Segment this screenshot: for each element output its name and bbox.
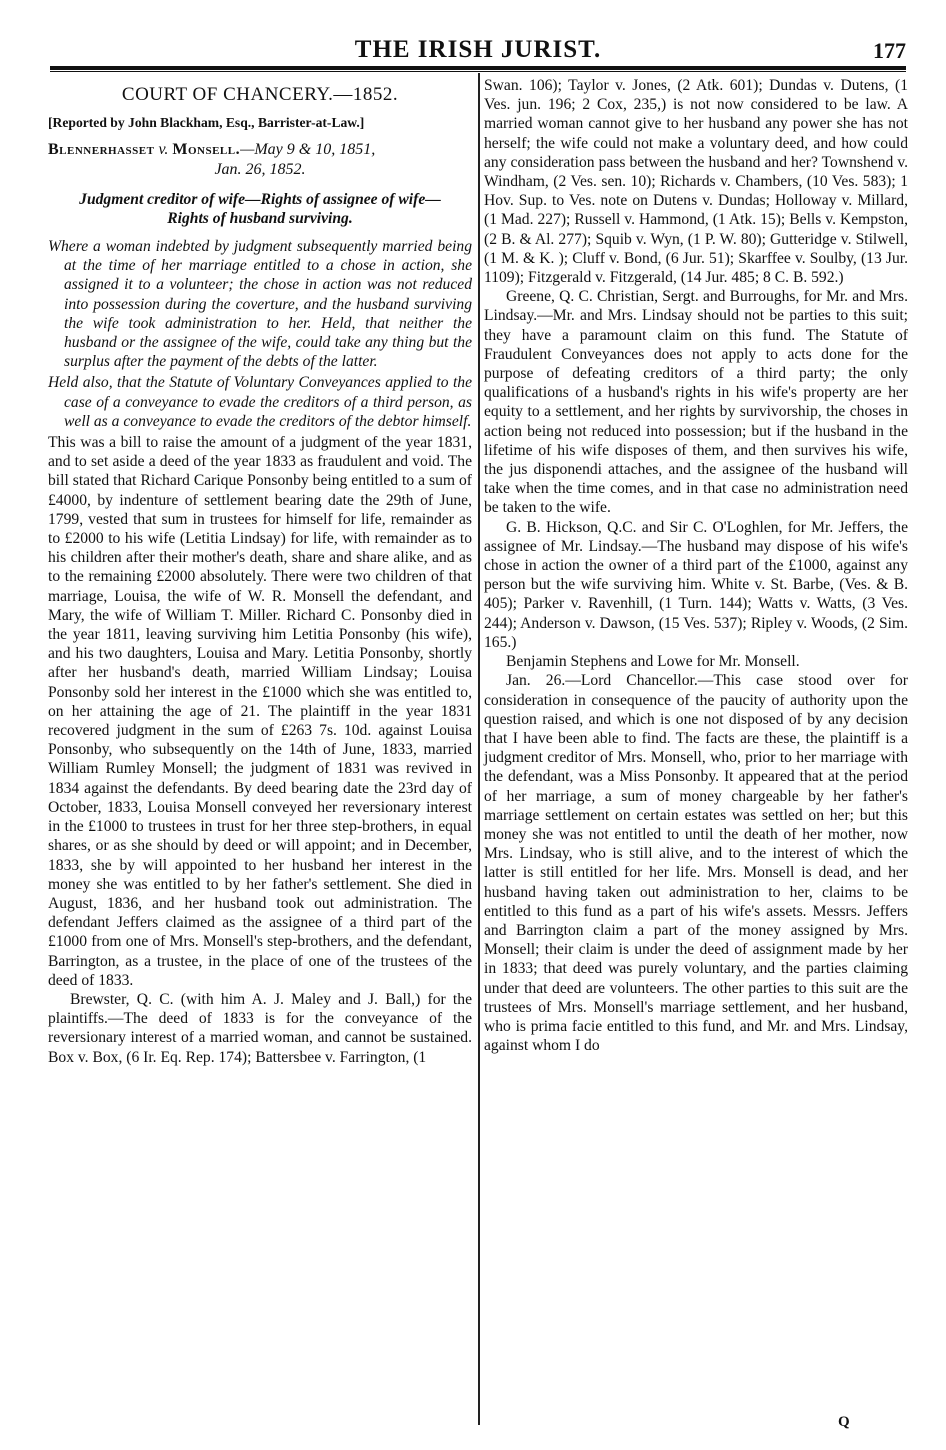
right-paragraph-judgment: Jan. 26.—Lord Chancellor.—This case stood over for consideration in consequence of the paucity of authority upon the question raised, and which is one not disposed of by any decision that I have been able to find. The facts are these, the plaintiff is a judgment creditor of Mrs. Monsell, who, prior to her marriage with the defendant, was a Miss Ponsonby. It appeared that at the period of her marriage, a sum of money chargeable by her father's marriage settlement on certain estates was settled on her; but this money she was not entitled to until the death of her mother, now Mrs. Lindsay, who is still alive, and to the interest of which the latter is still entitled for her life. Mrs. Monsell is dead, and her husband having taken out administration to her, claims to be entitled to this fund as a part of his wife's assets. Messrs. Jeffers and Barrington claim a part of the money assigned by Mrs. Monsell; their claim is under the deed of assignment made by her in 1833; that deed was purely voluntary, and the parties claiming under that deed are volunteers. The other parties to this suit are the trustees of Mrs. Monsell's marriage settlement, and her husband, who is prima facie entitled to this fund, and Mr. and Mrs. Lindsay, against whom I do — [484, 672, 908, 1055]
case-versus: v. — [154, 141, 173, 158]
right-column — [484, 76, 908, 1055]
body-paragraph-facts: This was a bill to raise the amount of a judgment of the year 1831, and to set aside a deed of the year 1833 as fraudulent and void. The bill stated that Richard Carique Ponsonby being entitled to a sum of £4000, by indenture of settlement bearing date the 29th of June, 1799, vested that sum in trustees for himself for life, remainder as to £2000 to his wife (Letitia Lindsay) for life, with remainder as to his children after their mother's death, share and share alike, and as to the remaining £2000 absolutely. There were two children of that marriage, Louisa, the wife of W. R. Monsell the defendant, and Mary, the wife of William T. Miller. Richard C. Ponsonby died in the year 1811, leaving surviving him Letitia Ponsonby (his wife), and his two daughters, Louisa and Mary. Letitia Ponsonby, shortly after her husband's death, married William Lindsay; Louisa Ponsonby sold her interest in the £1000 which she was entitled to, on her attaining the age of 21. The plaintiff in the year 1831 recovered judgment in the sum of £263 7s. 10d. against Louisa Ponsonby, who subsequently on the 14th of June, 1833, married William Rumley Monsell; the judgment of 1831 was revived in 1834 against the defendants. By deed bearing date the 23rd day of October, 1833, Louisa Monsell conveyed her reversionary interest in the £1000 to trustees in trust for her three step-brothers, in equal shares, or as she should by deed or will appoint; and in December, 1833, she by will appointed to her husband her interest in the money she was entitled to by her father's settlement. She died in August, 1836, and her husband took out administration. The defendant Jeffers claimed as the assignee of a third part of the £1000 from one of Mrs. Monsell's step-brothers, and the defendant, Barrington, as a trustee, in the place of one of the trustees of the deed of 1833. — [48, 434, 472, 989]
right-paragraph-citations: Swan. 106); Taylor v. Jones, (2 Atk. 601); Dundas v. Dutens, (1 Ves. jun. 196; 2 Cox, 235,) is not now considered to be law. A married woman cannot give to her husband any power she has not herself; the wife could not make a voluntary deed, and how could any consideration pass between the husband and her? Townshend v. Windham, (2 Ves. sen. 10); Richards v. Chambers, (10 Ves. 583); 1 Hov. Sup. to Ves. note on Dutens v. Dundas; Holloway v. Millard, (1 Mad. 227); Russell v. Hammond, (1 Atk. 15); Bells v. Kempston, (2 B. & Al. 277); Squib v. Wyn, (1 P. W. 80); Gutteridge v. Stilwell, (1 M. & K. ); Cluff v. Bond, (6 Jur. 51); Skarffee v. Soulby, (13 Jur. 1109); Fitzgerald v. Fitzgerald, (14 Jur. 485; 8 C. B. 592.) — [484, 77, 908, 287]
signature-mark: Q — [838, 1414, 850, 1430]
header-rule-thick — [50, 66, 906, 70]
page-number: 177 — [873, 38, 906, 63]
page-header — [50, 30, 906, 70]
header-rule-thin — [50, 71, 906, 72]
court-heading: COURT OF CHANCERY.—1852. — [121, 84, 399, 105]
reporter-line: [Reported by John Blackham, Esq., Barrister-at-Law.] — [48, 115, 365, 130]
case-judgment-date: Jan. 26, 1852. — [214, 161, 306, 178]
running-title: THE IRISH JURIST. — [354, 36, 602, 63]
headnote-2: Held also, that the Statute of Voluntary Conveyances applied to the case of a conveyance to evade the creditors of a third person, as well as a conveyance to evade the creditors of the debtor himself. — [48, 374, 472, 430]
case-party-defendant: Monsell. — [172, 141, 241, 158]
right-paragraph-jeffers-argument: G. B. Hickson, Q.C. and Sir C. O'Loghlen, for Mr. Jeffers, the assignee of Mr. Lindsay.—The husband may dispose of his wife's chose in action the owner of a third part of the £1000, against any person but the wife surviving him. White v. St. Barbe, (Ves. & B. 405); Parker v. Ravenhill, (1 Turn. 144); Watts v. Watts, (3 Ves. 244); Anderson v. Dawson, (15 Ves. 537); Ripley v. Woods, (2 Sim. 165.) — [484, 518, 908, 651]
case-title — [48, 140, 472, 160]
right-paragraph-monsell-counsel: Benjamin Stephens and Lowe for Mr. Monsell. — [506, 653, 800, 671]
column-divider — [478, 73, 480, 1425]
body-paragraph-plaintiff-argument: Brewster, Q. C. (with him A. J. Maley and J. Ball,) for the plaintiffs.—The deed of 1833 is for the conveyance of the reversionary interest of a married woman, and cannot be sustained. Box v. Box, (6 Ir. Eq. Rep. 174); Battersbee v. Farrington, (1 — [48, 990, 472, 1066]
catchwords: Judgment creditor of wife—Rights of assignee of wife—Rights of husband surviving. — [79, 191, 441, 227]
case-party-plaintiff: Blennerhasset — [48, 141, 155, 158]
headnote-1: Where a woman indebted by judgment subsequently married being at the time of her marriage entitled to a chose in action, she assigned it to a volunteer; the chose in action was not reduced into possession during the coverture, and the husband surviving the wife took administration to her. Held, that neither the husband or the assignee of the wife, could take any thing but the surplus after the payment of the debts of the latter. — [48, 238, 472, 371]
right-paragraph-lindsay-argument: Greene, Q. C. Christian, Sergt. and Burroughs, for Mr. and Mrs. Lindsay.—Mr. and Mrs. Lindsay should not be parties to this suit; they have a paramount claim on this fund. The Statute of Fraudulent Conveyances does not apply to acts done for the purpose of defeating creditors of a third party; the only qualifications of a husband's rights in his wife's property are her equity to a settlement, and her rights by survivorship, the choses in action being not reduced into possession; but if the husband in the lifetime of his wife disposes of them, and then survives his wife, the jus disponendi attaches, and the assignee of the husband will take when the time comes, and in that case no administration need be taken to the wife. — [484, 288, 908, 517]
left-column — [48, 76, 472, 1067]
case-hearing-dates: —May 9 & 10, 1851, — [240, 141, 376, 158]
